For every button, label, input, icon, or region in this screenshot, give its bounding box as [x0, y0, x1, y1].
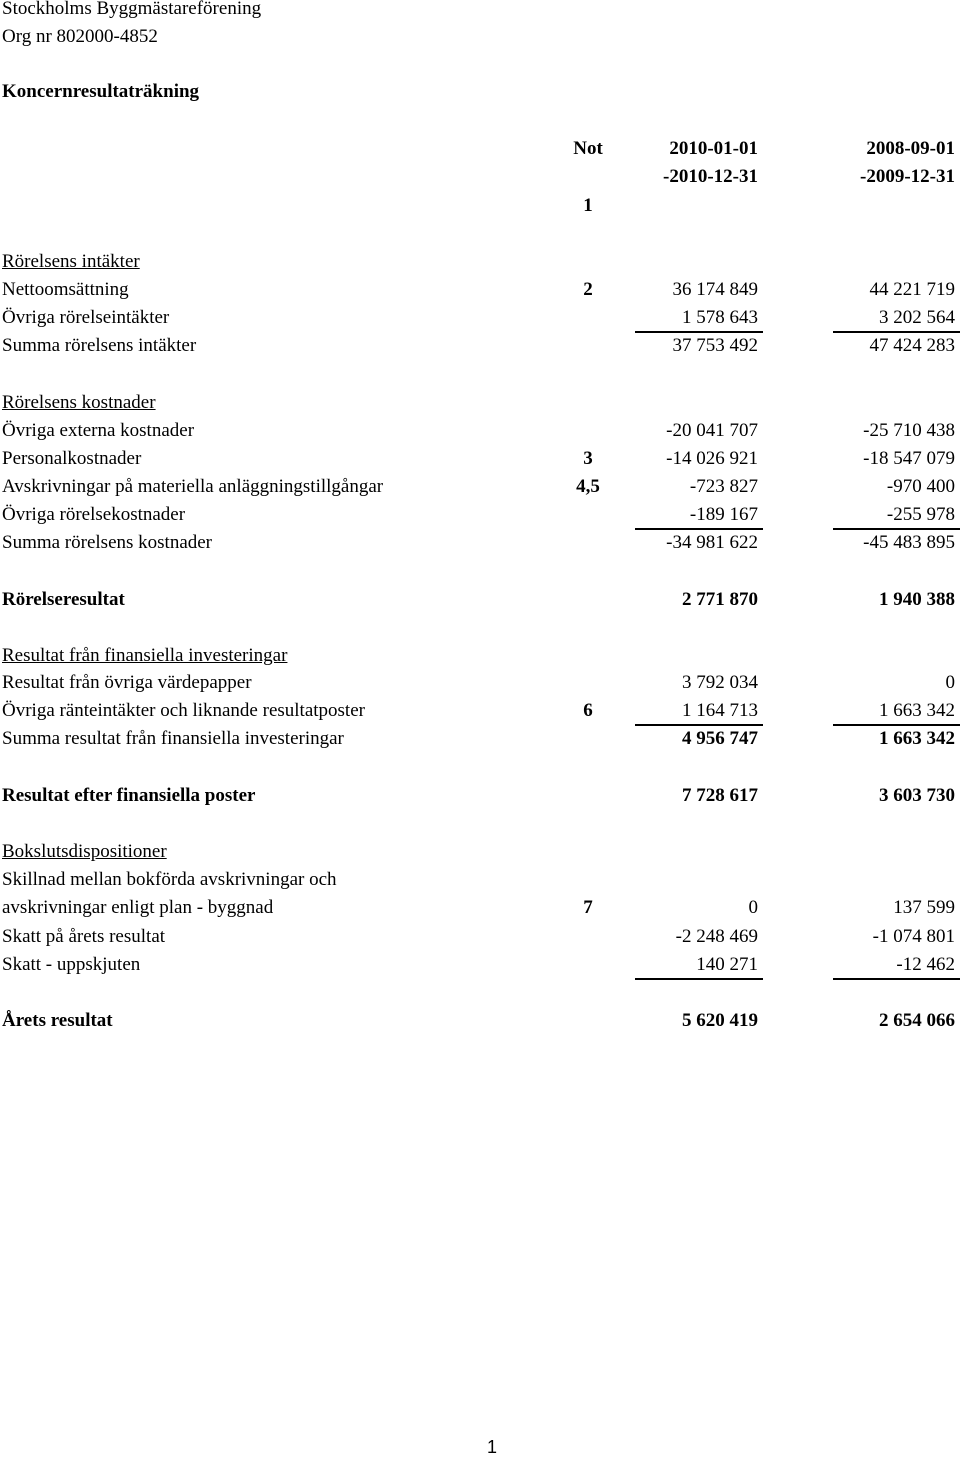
section-heading: Bokslutsdispositioner — [2, 841, 167, 862]
page-number: 1 — [486, 1437, 497, 1457]
row-note: 2 — [583, 279, 593, 300]
row-label: Övriga externa kostnader — [2, 420, 195, 441]
row-value-2010: -723 827 — [689, 476, 758, 497]
row-label: Summa rörelsens intäkter — [2, 335, 197, 356]
row-label: avskrivningar enligt plan - byggnad — [2, 897, 274, 918]
row-value-2009: -18 547 079 — [863, 448, 955, 469]
subtotal-rule — [833, 978, 960, 980]
period-2-start: 2008-09-01 — [866, 138, 955, 159]
row-note: 6 — [583, 700, 593, 721]
row-value-2010: -34 981 622 — [666, 532, 758, 553]
row-value-2009: -970 400 — [886, 476, 955, 497]
row-label: Skatt på årets resultat — [2, 926, 166, 947]
note-column-header: Not — [573, 138, 603, 159]
row-value-2009: 44 221 719 — [869, 279, 955, 300]
row-value-2010: 0 — [748, 897, 758, 918]
subtotal-rule — [635, 978, 763, 980]
period-1-end: -2010-12-31 — [663, 166, 758, 187]
subtotal-rule — [833, 331, 960, 333]
organization-number: Org nr 802000-4852 — [2, 26, 158, 47]
row-value-2009: 137 599 — [893, 897, 955, 918]
row-value-2010: 1 164 713 — [682, 700, 758, 721]
row-label: Skatt - uppskjuten — [2, 954, 141, 975]
row-value-2009: 3 202 564 — [879, 307, 955, 328]
subtotal-rule — [635, 331, 763, 333]
row-value-2009: 1 663 342 — [879, 728, 955, 749]
total-value-2009: 3 603 730 — [879, 785, 955, 806]
period-1-start: 2010-01-01 — [669, 138, 758, 159]
row-value-2010: 4 956 747 — [682, 728, 758, 749]
row-value-2010: -189 167 — [689, 504, 758, 525]
total-label: Resultat efter finansiella poster — [2, 785, 256, 806]
row-note: 7 — [583, 897, 593, 918]
row-note: 3 — [583, 448, 593, 469]
row-value-2010: -14 026 921 — [666, 448, 758, 469]
row-value-2010: 3 792 034 — [682, 672, 758, 693]
row-label: Resultat från övriga värdepapper — [2, 672, 252, 693]
row-note: 4,5 — [576, 476, 600, 497]
row-value-2009: 0 — [945, 672, 955, 693]
row-value-2010: 36 174 849 — [672, 279, 758, 300]
row-label: Avskrivningar på materiella anläggningstillgångar — [2, 476, 384, 497]
row-label: Summa rörelsens kostnader — [2, 532, 213, 553]
row-value-2009: -45 483 895 — [863, 532, 955, 553]
period-2-end: -2009-12-31 — [860, 166, 955, 187]
total-value-2009: 1 940 388 — [879, 589, 955, 610]
row-label: Övriga ränteintäkter och liknande resultatposter — [2, 700, 365, 721]
subtotal-rule — [635, 724, 763, 726]
total-value-2010: 2 771 870 — [682, 589, 758, 610]
row-value-2009: 47 424 283 — [869, 335, 955, 356]
row-label: Övriga rörelseintäkter — [2, 307, 170, 328]
row-value-2009: 1 663 342 — [879, 700, 955, 721]
net-result-label: Årets resultat — [2, 1010, 113, 1031]
row-label: Personalkostnader — [2, 448, 142, 469]
row-value-2010: -20 041 707 — [666, 420, 758, 441]
row-value-2010: 140 271 — [696, 954, 758, 975]
subtotal-rule — [635, 528, 763, 530]
statement-title: Koncernresultaträkning — [2, 81, 200, 102]
row-value-2010: -2 248 469 — [675, 926, 758, 947]
net-result-2009: 2 654 066 — [879, 1010, 955, 1031]
row-value-2009: -255 978 — [886, 504, 955, 525]
total-value-2010: 7 728 617 — [682, 785, 758, 806]
note-reference: 1 — [583, 195, 593, 216]
organization-name: Stockholms Byggmästareförening — [2, 0, 262, 19]
total-label: Rörelseresultat — [2, 589, 125, 610]
row-value-2009: -1 074 801 — [872, 926, 955, 947]
row-value-2010: 1 578 643 — [682, 307, 758, 328]
row-value-2009: -25 710 438 — [863, 420, 955, 441]
section-heading: Rörelsens kostnader — [2, 392, 156, 413]
row-value-2010: 37 753 492 — [672, 335, 758, 356]
row-label: Skillnad mellan bokförda avskrivningar och — [2, 869, 337, 890]
row-label: Övriga rörelsekostnader — [2, 504, 186, 525]
subtotal-rule — [833, 724, 960, 726]
subtotal-rule — [833, 528, 960, 530]
row-value-2009: -12 462 — [896, 954, 955, 975]
row-label: Summa resultat från finansiella investeringar — [2, 728, 344, 749]
net-result-2010: 5 620 419 — [682, 1010, 758, 1031]
row-label: Nettoomsättning — [2, 279, 129, 300]
section-heading: Rörelsens intäkter — [2, 251, 140, 272]
section-heading: Resultat från finansiella investeringar — [2, 645, 288, 666]
